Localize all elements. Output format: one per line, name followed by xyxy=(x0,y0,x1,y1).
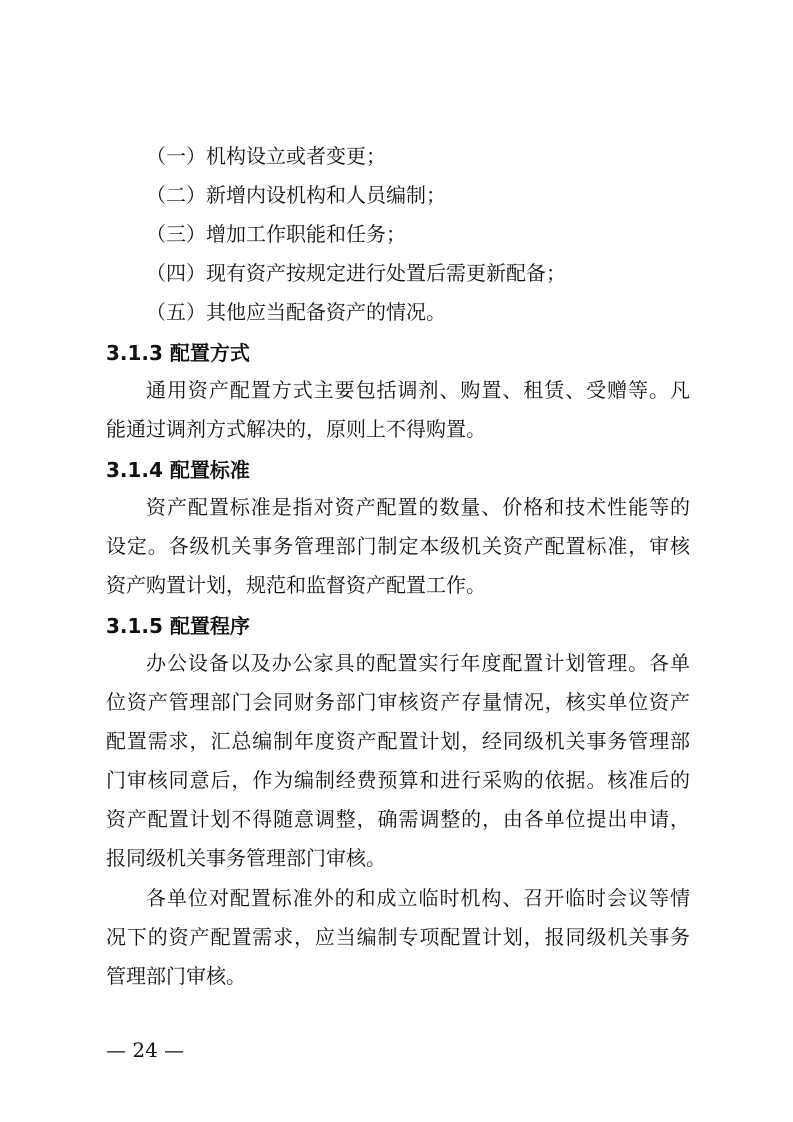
list-item-5: （五）其他应当配备资产的情况。 xyxy=(146,300,446,324)
list-item-3: （三）增加工作职能和任务； xyxy=(146,222,406,246)
paragraph-line: 配置需求，汇总编制年度资产配置计划，经同级机关事务管理部 xyxy=(106,729,690,753)
list-item-1: （一）机构设立或者变更； xyxy=(146,144,386,168)
paragraph-line: 门审核同意后，作为编制经费预算和进行采购的依据。核准后的 xyxy=(106,768,690,792)
section-heading-3-1-3: 3.1.3 配置方式 xyxy=(106,341,250,365)
section-heading-3-1-5: 3.1.5 配置程序 xyxy=(106,614,250,638)
paragraph-line: 资产配置计划不得随意调整，确需调整的，由各单位提出申请， xyxy=(106,807,690,831)
paragraph-line: 各单位对配置标准外的和成立临时机构、召开临时会议等情 xyxy=(146,886,690,910)
section-heading-3-1-4: 3.1.4 配置标准 xyxy=(106,458,250,482)
paragraph-line: 况下的资产配置需求，应当编制专项配置计划，报同级机关事务 xyxy=(106,925,690,949)
paragraph-line: 设定。各级机关事务管理部门制定本级机关资产配置标准，审核 xyxy=(106,534,690,558)
page-number: — 24 — xyxy=(106,1038,185,1062)
list-item-2: （二）新增内设机构和人员编制； xyxy=(146,183,446,207)
list-item-4: （四）现有资产按规定进行处置后需更新配备； xyxy=(146,261,566,285)
paragraph-line: 通用资产配置方式主要包括调剂、购置、租赁、受赠等。凡 xyxy=(146,378,690,402)
paragraph-line: 位资产管理部门会同财务部门审核资产存量情况，核实单位资产 xyxy=(106,690,690,714)
paragraph-line: 管理部门审核。 xyxy=(106,964,246,988)
paragraph-line: 能通过调剂方式解决的，原则上不得购置。 xyxy=(106,417,486,441)
paragraph-line: 资产配置标准是指对资产配置的数量、价格和技术性能等的 xyxy=(146,495,690,519)
paragraph-line: 资产购置计划，规范和监督资产配置工作。 xyxy=(106,573,486,597)
paragraph-line: 报同级机关事务管理部门审核。 xyxy=(106,846,386,870)
paragraph-line: 办公设备以及办公家具的配置实行年度配置计划管理。各单 xyxy=(146,651,690,675)
